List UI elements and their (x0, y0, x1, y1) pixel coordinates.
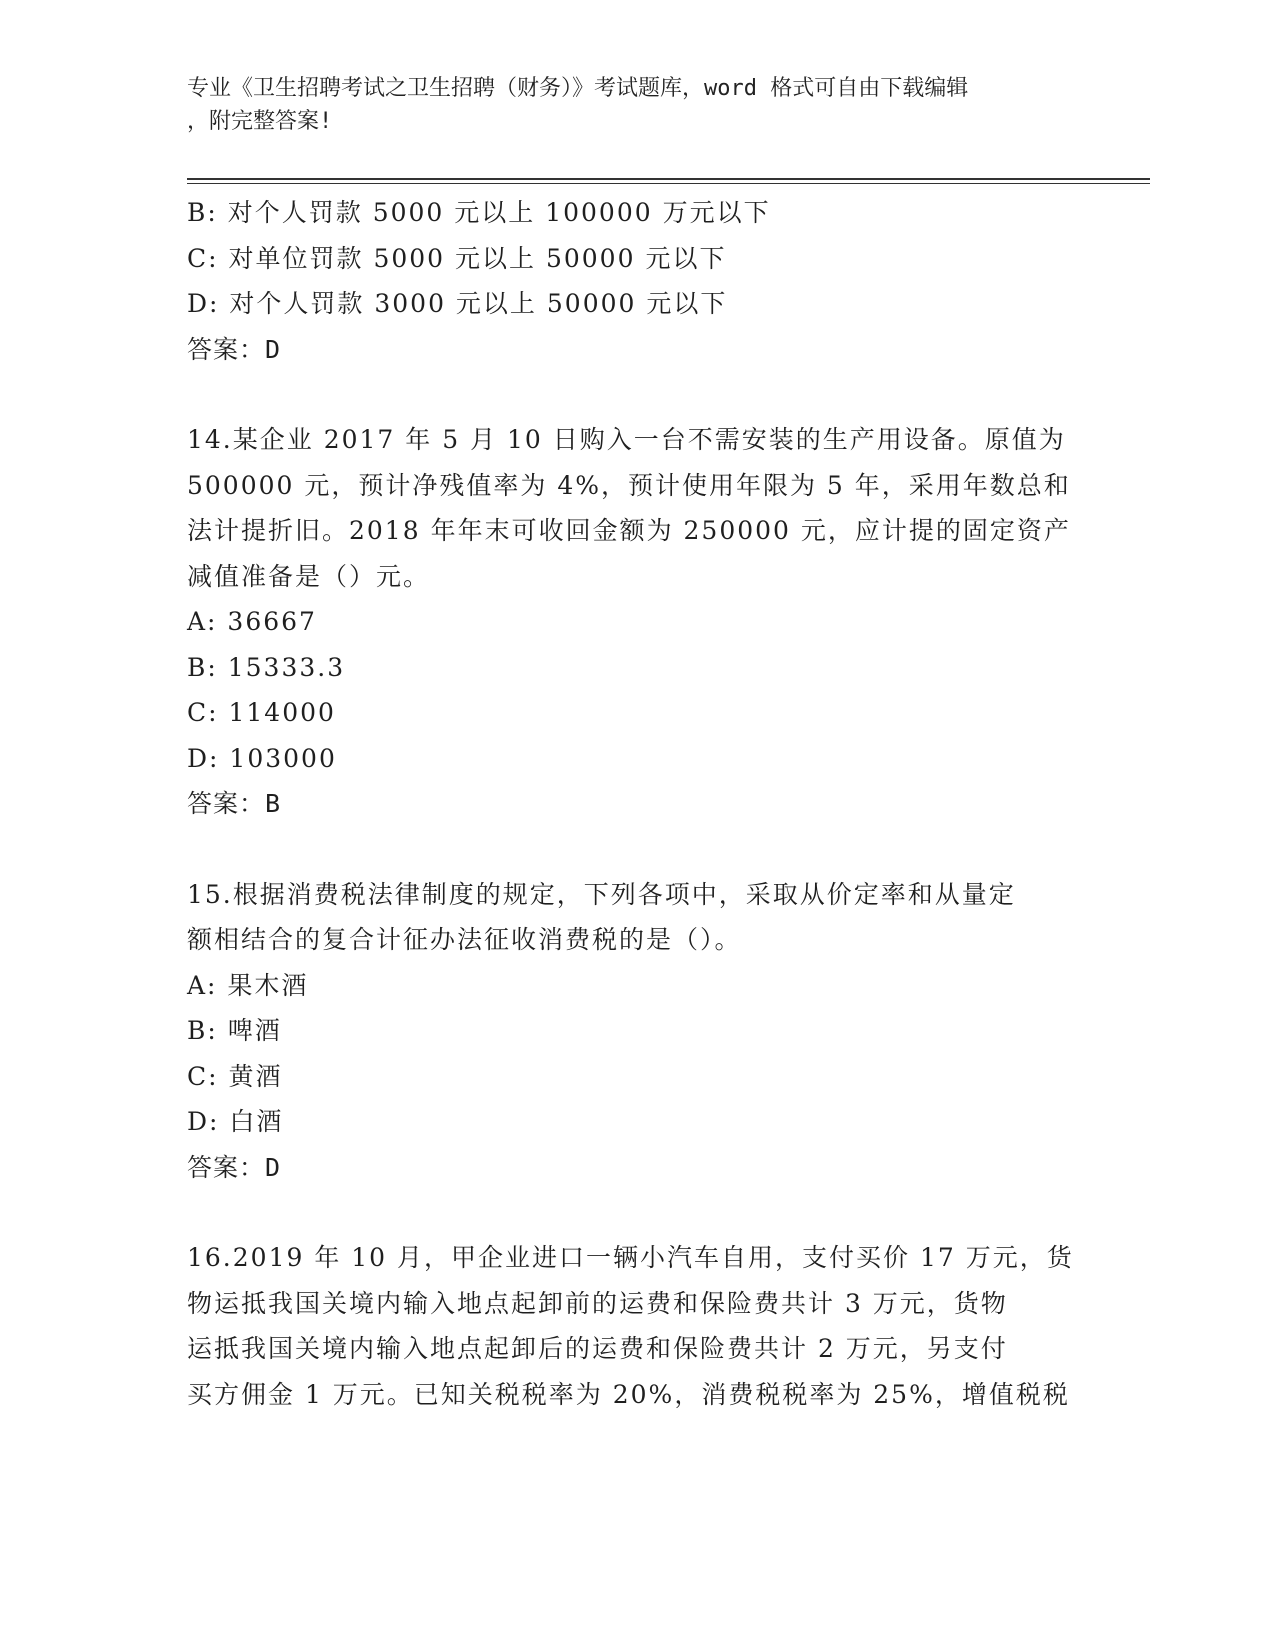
option-d: D: 103000 (187, 743, 337, 773)
answer: 答案：B (187, 789, 282, 818)
option-b: B: 对个人罚款 5000 元以上 100000 万元以下 (187, 198, 771, 227)
question-stem-line: 500000 元，预计净残值率为 4%，预计使用年限为 5 年，采用年数总和 (187, 470, 1071, 500)
question-16 (187, 1235, 1087, 1417)
option-c: C: 对单位罚款 5000 元以上 50000 元以下 (187, 243, 727, 273)
option-b: B: 啤酒 (187, 1016, 282, 1045)
option-d: D: 对个人罚款 3000 元以上 50000 元以下 (187, 289, 728, 318)
question-15 (187, 872, 1087, 1191)
question-stem-line: 14.某企业 2017 年 5 月 10 日购入一台不需安装的生产用设备。原值为 (187, 425, 1066, 454)
question-stem-line: 物运抵我国关境内输入地点起卸前的运费和保险费共计 3 万元，货物 (187, 1288, 1008, 1318)
question-14 (187, 417, 1087, 827)
question-stem-line: 法计提折旧。2018 年年末可收回金额为 250000 元，应计提的固定资产 (187, 516, 1071, 545)
option-c: C: 114000 (187, 698, 336, 727)
header-rule-thin (187, 183, 1150, 184)
header-line-2: ，附完整答案! (187, 109, 333, 134)
answer: 答案：D (187, 1152, 282, 1182)
header-line-1: 专业《卫生招聘考试之卫生招聘（财务）》考试题库，word 格式可自由下载编辑 (187, 76, 969, 101)
spacer (187, 1190, 1087, 1235)
spacer (187, 827, 1087, 872)
option-a: A: 果木酒 (187, 970, 309, 1000)
document-header (187, 72, 1087, 138)
answer: 答案：D (187, 334, 282, 364)
document-body (187, 190, 1087, 1417)
option-c: C: 黄酒 (187, 1061, 283, 1091)
question-stem-line: 额相结合的复合计征办法征收消费税的是（）。 (187, 925, 742, 954)
question-stem-line: 减值准备是（）元。 (187, 561, 431, 591)
spacer (187, 372, 1087, 417)
option-d: D: 白酒 (187, 1107, 284, 1136)
question-stem-line: 15.根据消费税法律制度的规定，下列各项中，采取从价定率和从量定 (187, 879, 1016, 909)
question-stem-line: 运抵我国关境内输入地点起卸后的运费和保险费共计 2 万元，另支付 (187, 1334, 1008, 1363)
option-b: B: 15333.3 (187, 652, 346, 682)
question-13-tail (187, 190, 1087, 372)
question-stem-line: 买方佣金 1 万元。已知关税税率为 20%，消费税税率为 25%，增值税税 (187, 1379, 1070, 1409)
option-a: A: 36667 (187, 607, 317, 636)
header-rule-thick (187, 178, 1150, 180)
question-stem-line: 16.2019 年 10 月，甲企业进口一辆小汽车自用，支付买价 17 万元，货 (187, 1243, 1074, 1272)
